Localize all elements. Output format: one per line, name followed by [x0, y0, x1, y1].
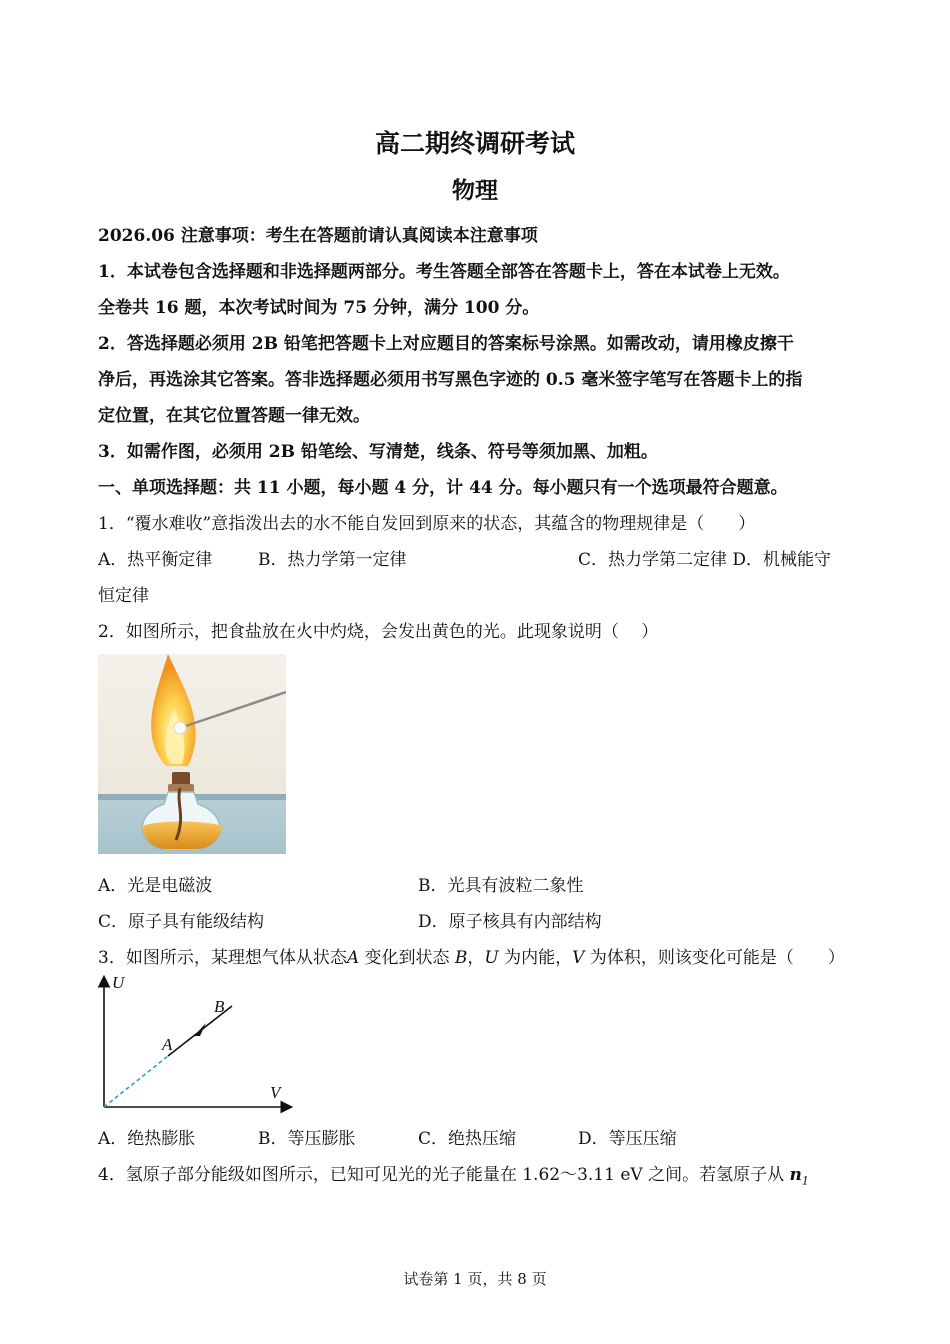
q2-option-b: B．光具有波粒二象性: [418, 876, 584, 896]
subject-title: 物理: [452, 177, 498, 204]
q2-option-c: C．原子具有能级结构: [98, 912, 265, 932]
notice-item1-line1: 1．本试卷包含选择题和非选择题两部分。考生答题全部答在答题卡上，答在本试卷上无效。: [98, 262, 790, 282]
q3-option-c: C．绝热压缩: [418, 1129, 517, 1149]
var-n-subscript: 1: [801, 1174, 809, 1188]
q2-option-d: D．原子核具有内部结构: [418, 912, 602, 932]
notice-heading: 2026.06 注意事项：考生在答题前请认真阅读本注意事项: [98, 226, 538, 246]
q3-option-a: A．绝热膨胀: [98, 1129, 196, 1149]
u-v-graph: [90, 970, 300, 1120]
var-b: B: [454, 948, 468, 968]
v-axis-label: V: [270, 1083, 281, 1102]
var-a: A: [346, 948, 360, 968]
var-n: n: [789, 1165, 802, 1185]
q1-option-b: B．热力学第一定律: [258, 550, 407, 570]
page-footer: 试卷第 1 页，共 8 页: [403, 1270, 547, 1288]
q4-stem: 4．氢原子部分能级如图所示，已知可见光的光子能量在 1.62～3.11 eV 之间。若氢原子从 $n_1$: [98, 1165, 809, 1188]
section1-heading: 一、单项选择题：共 11 小题，每小题 4 分，计 44 分。每小题只有一个选项最符合题意。: [98, 478, 788, 498]
q1-option-d-wrap: 恒定律: [98, 586, 149, 606]
notice-item2-line3: 定位置，在其它位置答题一律无效。: [98, 406, 370, 426]
notice-item2-line1: 2．答选择题必须用 2B 铅笔把答题卡上对应题目的答案标号涂黑。如需改动，请用橡皮擦干: [98, 334, 794, 354]
notice-item1-line2: 全卷共 16 题，本次考试时间为 75 分钟，满分 100 分。: [98, 298, 540, 318]
point-a-label: A: [162, 1035, 173, 1054]
process-direction-arrow: [194, 1023, 206, 1036]
u-axis-label: U: [112, 973, 125, 992]
q3-stem: 3．如图所示，某理想气体从状态A 变化到状态 B，U 为内能，V 为体积，则该变化可能是（ ）: [98, 948, 845, 968]
q1-option-c: C．热力学第二定律 D．机械能守: [578, 550, 832, 570]
q3-option-b: B．等压膨胀: [258, 1129, 356, 1149]
point-b-label: B: [214, 997, 225, 1016]
q3-option-d: D．等压压缩: [578, 1129, 677, 1149]
q2-option-a: A．光是电磁波: [98, 876, 213, 896]
exam-title: 高二期终调研考试: [374, 129, 575, 158]
dashed-extension: [104, 1056, 168, 1107]
q1-stem: 1．“覆水难收”意指泼出去的水不能自发回到原来的状态，其蕴含的物理规律是（ ）: [98, 514, 756, 534]
notice-item2-line2: 净后，再选涂其它答案。答非选择题必须用书写黑色字迹的 0.5 毫米签字笔写在答题卡上的指: [98, 370, 803, 390]
var-u: U: [484, 948, 499, 968]
q1-option-a: A．热平衡定律: [98, 550, 213, 570]
q2-stem: 2．如图所示，把食盐放在火中灼烧，会发出黄色的光。此现象说明（ ）: [98, 622, 659, 642]
alcohol-lamp-illustration: [98, 654, 286, 854]
var-v: V: [572, 948, 585, 968]
notice-item3: 3．如需作图，必须用 2B 铅笔绘、写清楚，线条、符号等须加黑、加粗。: [98, 442, 658, 462]
